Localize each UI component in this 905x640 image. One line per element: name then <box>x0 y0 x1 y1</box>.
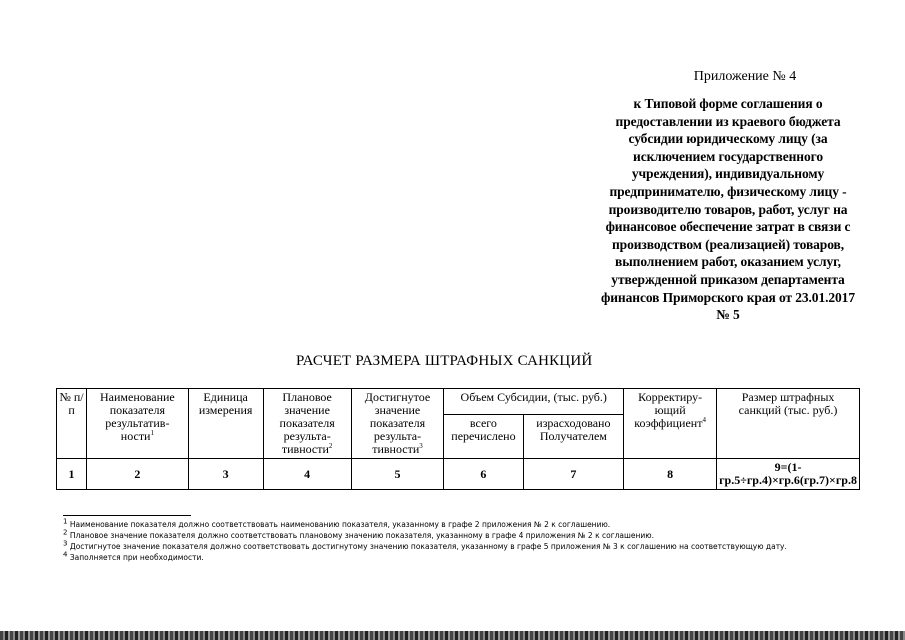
footnote-4 <box>63 552 855 563</box>
footnote-2 <box>63 530 855 541</box>
header-planned-value <box>263 389 351 459</box>
footnote-text: Достигнутое значение показателя должно соответствовать достигнутому значению показателя, указанному в графе 5 приложения № 3 к соглашению на соответствующую дату. <box>67 542 787 551</box>
header-unit: Единица измерения <box>188 389 263 459</box>
header-penalty-size: Размер штрафных санкций (тыс. руб.) <box>717 389 860 459</box>
footnote-text: Плановое значение показателя должно соответствовать плановому значению показателя, указанному в графе 4 приложения № 2 к соглашению. <box>67 531 654 540</box>
header-coefficient <box>624 389 717 459</box>
column-formula: 9=(1-гр.5÷гр.4)×гр.6(гр.7)×гр.8 <box>717 459 860 490</box>
header-planned-value-text: Плановое значение показателя результа-тивности <box>279 390 335 456</box>
footnote-mark: 1 <box>63 517 68 526</box>
header-coefficient-text: Корректиру-ющий коэффициент <box>634 390 703 430</box>
table-header-row <box>57 389 860 415</box>
footnote-ref: 2 <box>328 442 333 450</box>
penalty-calculation-table <box>56 388 860 490</box>
footnote-mark: 2 <box>63 528 68 537</box>
column-number: 6 <box>444 459 523 490</box>
column-number: 7 <box>523 459 624 490</box>
footnote-3 <box>63 541 855 552</box>
header-indicator-name <box>87 389 189 459</box>
column-number: 5 <box>351 459 444 490</box>
document-title: РАСЧЕТ РАЗМЕРА ШТРАФНЫХ САНКЦИЙ <box>296 353 593 369</box>
header-total-transferred: всего перечислено <box>444 414 523 458</box>
table-row <box>57 459 860 490</box>
footnotes <box>63 519 855 563</box>
column-number: 4 <box>263 459 351 490</box>
scan-edge-artifact <box>0 631 905 640</box>
header-spent-by-recipient: израсходовано Получателем <box>523 414 624 458</box>
footnote-text: Заполняется при необходимости. <box>67 553 204 562</box>
annex-description: к Типовой форме соглашения о предоставлении из краевого бюджета субсидии юридическому лицу (за исключением государственного учреждения), индивидуальному предпринимателю, физическому лицу - производителю товаров, работ, услуг на финансовое обеспечение затрат в связи с производством (реализацией) товаров, выполнением работ, оказанием услуг, утвержденной приказом департамента финансов Приморского края от 23.01.2017 № 5 <box>601 96 855 323</box>
column-number: 8 <box>624 459 717 490</box>
column-number: 1 <box>57 459 87 490</box>
header-indicator-name-text: Наименование показателя результатив-ности <box>99 390 175 443</box>
header-achieved-value-text: Достигнутое значение показателя результа-тивности <box>364 390 431 456</box>
footnote-divider <box>63 515 191 516</box>
footnote-ref: 4 <box>702 416 706 424</box>
column-number: 3 <box>188 459 263 490</box>
footnote-ref: 1 <box>150 429 154 437</box>
footnote-ref: 3 <box>419 442 423 450</box>
header-subsidy-volume: Объем Субсидии, (тыс. руб.) <box>444 389 624 415</box>
header-number: № п/п <box>57 389 87 459</box>
column-number: 2 <box>87 459 189 490</box>
footnote-1 <box>63 519 855 530</box>
header-achieved-value <box>351 389 444 459</box>
footnote-text: Наименование показателя должно соответствовать наименованию показателя, указанному в графе 2 приложения № 2 к соглашению. <box>67 520 611 529</box>
footnote-mark: 3 <box>63 539 68 548</box>
annex-title: Приложение № 4 <box>693 69 797 84</box>
footnote-mark: 4 <box>63 550 68 559</box>
